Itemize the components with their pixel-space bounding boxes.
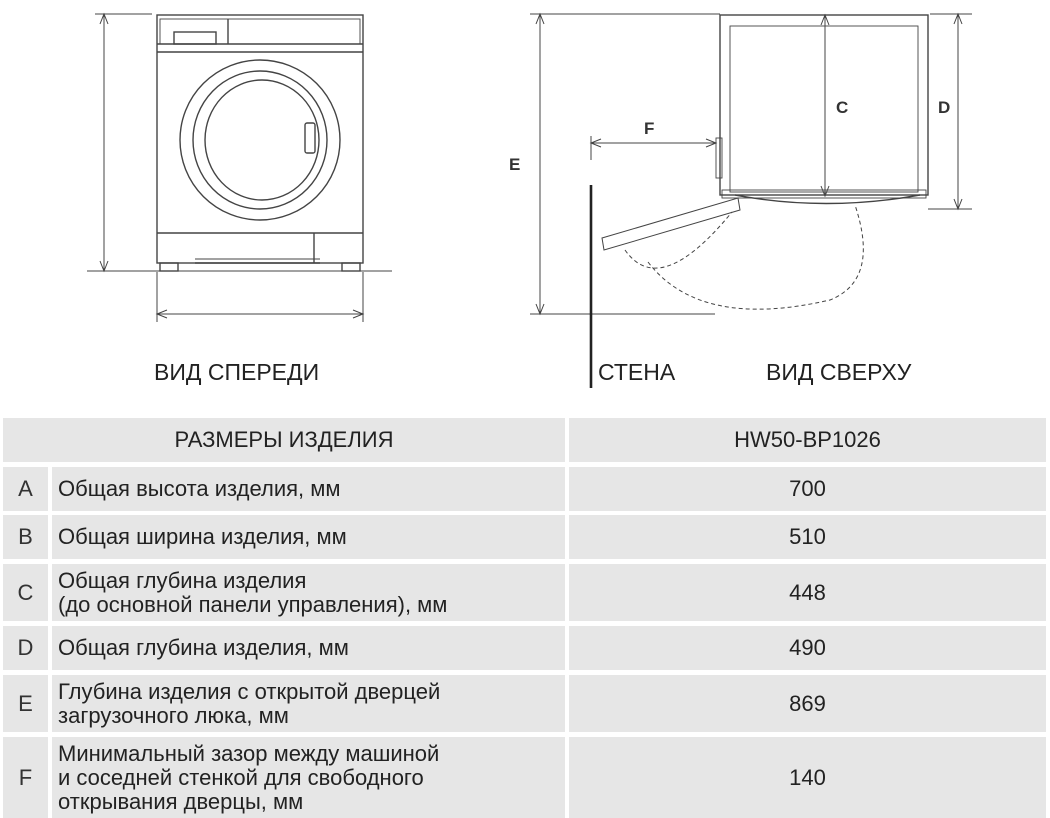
- dim-letter-f: F: [644, 119, 655, 138]
- row-letter: F: [3, 737, 48, 818]
- row-description: Минимальный зазор между машиной и соседней стенкой для свободного открывания дверцы, мм: [52, 737, 565, 818]
- dim-letter-c: C: [836, 98, 849, 117]
- row-letter: E: [3, 675, 48, 732]
- top-view-caption: ВИД СВЕРХУ: [766, 359, 912, 385]
- front-dimension-lines: [87, 14, 392, 322]
- table-row: [3, 626, 1046, 670]
- table-row: [3, 675, 1046, 732]
- row-description: Общая глубина изделия, мм: [52, 626, 565, 670]
- top-dimension-lines: [530, 14, 972, 314]
- table-header-row: [3, 418, 1046, 462]
- dim-letter-d: D: [938, 98, 951, 117]
- row-description: Общая глубина изделия (до основной панели управления), мм: [52, 564, 565, 621]
- row-description: Общая высота изделия, мм: [52, 467, 565, 511]
- row-letter: B: [3, 515, 48, 559]
- table-row: [3, 737, 1046, 818]
- dim-letter-e: E: [509, 155, 521, 174]
- row-value: 700: [569, 467, 1046, 511]
- washer-top-view: [602, 15, 928, 309]
- row-value: 140: [569, 737, 1046, 818]
- row-value: 490: [569, 626, 1046, 670]
- table-header-model: HW50-BP1026: [569, 418, 1046, 462]
- row-letter: D: [3, 626, 48, 670]
- row-value: 869: [569, 675, 1046, 732]
- washer-front-view: [157, 15, 363, 271]
- row-letter: A: [3, 467, 48, 511]
- row-value: 448: [569, 564, 1046, 621]
- table-row: [3, 515, 1046, 559]
- table-row: [3, 467, 1046, 511]
- table-row: [3, 564, 1046, 621]
- row-value: 510: [569, 515, 1046, 559]
- row-description: Глубина изделия с открытой дверцей загрузочного люка, мм: [52, 675, 565, 732]
- table-header-label: РАЗМЕРЫ ИЗДЕЛИЯ: [3, 418, 565, 462]
- row-description: Общая ширина изделия, мм: [52, 515, 565, 559]
- front-view-caption: ВИД СПЕРЕДИ: [154, 359, 320, 385]
- row-letter: C: [3, 564, 48, 621]
- wall-caption: СТЕНА: [598, 359, 676, 385]
